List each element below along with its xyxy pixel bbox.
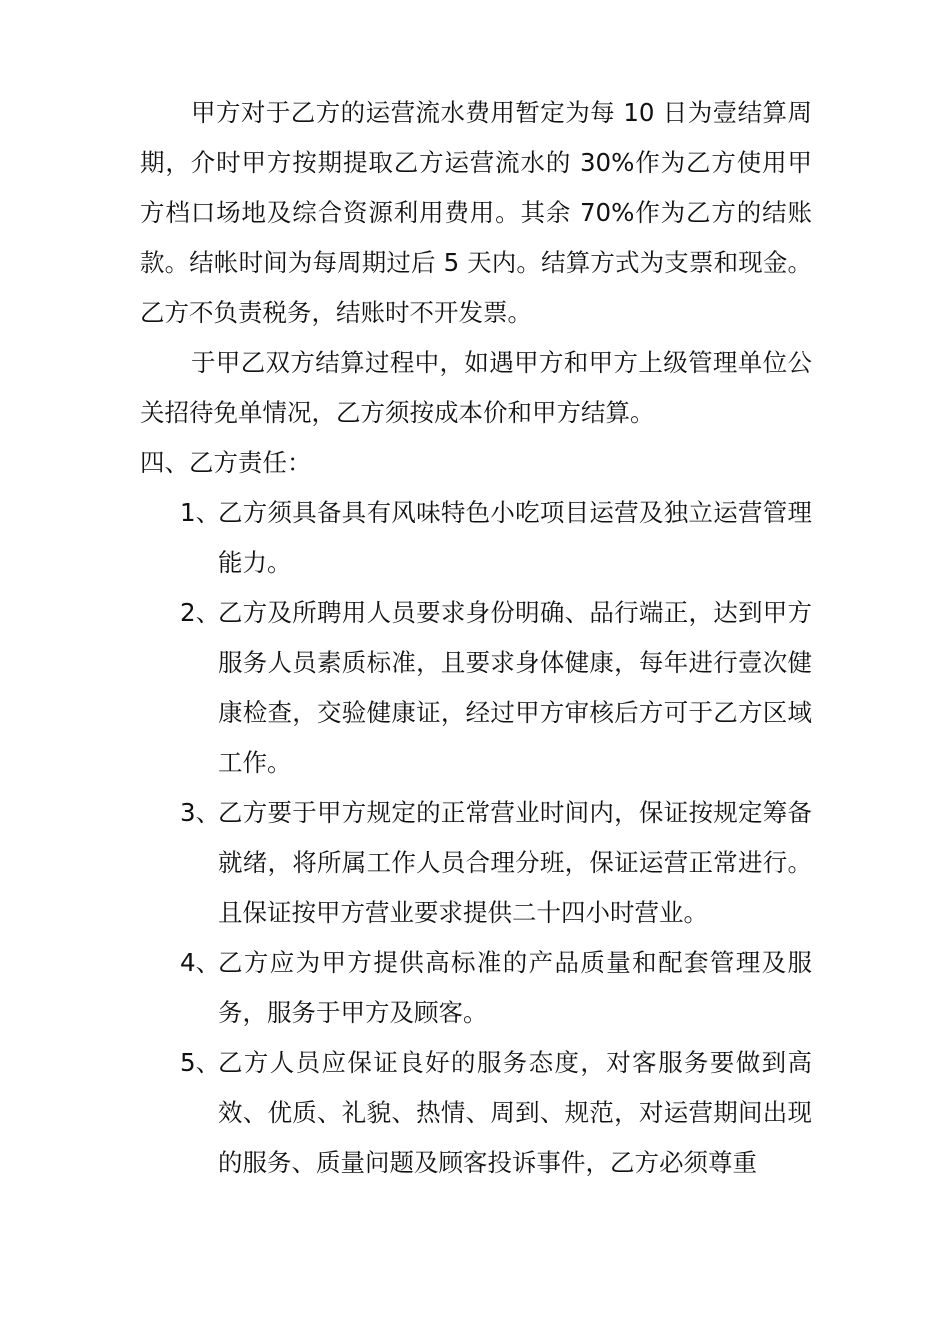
list-text: 乙方及所聘用人员要求身份明确、品行端正，达到甲方服务人员素质标准，且要求身体健康，每年进行壹次健康检查，交验健康证，经过甲方审核后方可于乙方区域工作。 (218, 598, 812, 777)
list-text: 乙方应为甲方提供高标准的产品质量和配套管理及服务，服务于甲方及顾客。 (218, 948, 812, 1027)
paragraph-settlement-complimentary: 于甲乙双方结算过程中，如遇甲方和甲方上级管理单位公关招待免单情况，乙方须按成本价和甲方结算。 (140, 348, 812, 427)
section-heading-party-b-responsibilities: 四、乙方责任： (140, 448, 312, 477)
document-page (140, 88, 812, 1188)
list-text: 乙方人员应保证良好的服务态度，对客服务要做到高效、优质、礼貌、热情、周到、规范，对运营期间出现的服务、质量问题及顾客投诉事件，乙方必须尊重 (218, 1048, 812, 1177)
responsibility-item-2 (140, 588, 812, 788)
responsibility-item-3 (140, 788, 812, 938)
responsibility-item-1 (140, 488, 812, 588)
list-number: 4、 (180, 948, 221, 977)
paragraph-settlement-cycle: 甲方对于乙方的运营流水费用暂定为每 10 日为壹结算周期，介时甲方按期提取乙方运营流水的 30%作为乙方使用甲方档口场地及综合资源利用费用。其余 70%作为乙方的结账款。结帐时间为每周期过后 5 天内。结算方式为支票和现金。乙方不负责税务，结账时不开发票。 (140, 98, 812, 327)
list-number: 3、 (180, 798, 221, 827)
list-number: 1、 (180, 498, 221, 527)
list-text: 乙方须具备具有风味特色小吃项目运营及独立运营管理能力。 (218, 498, 812, 577)
list-number: 5、 (180, 1048, 221, 1077)
responsibility-item-5 (140, 1038, 812, 1188)
responsibility-item-4 (140, 938, 812, 1038)
list-text: 乙方要于甲方规定的正常营业时间内，保证按规定筹备就绪，将所属工作人员合理分班，保证运营正常进行。且保证按甲方营业要求提供二十四小时营业。 (218, 798, 812, 927)
list-number: 2、 (180, 598, 221, 627)
